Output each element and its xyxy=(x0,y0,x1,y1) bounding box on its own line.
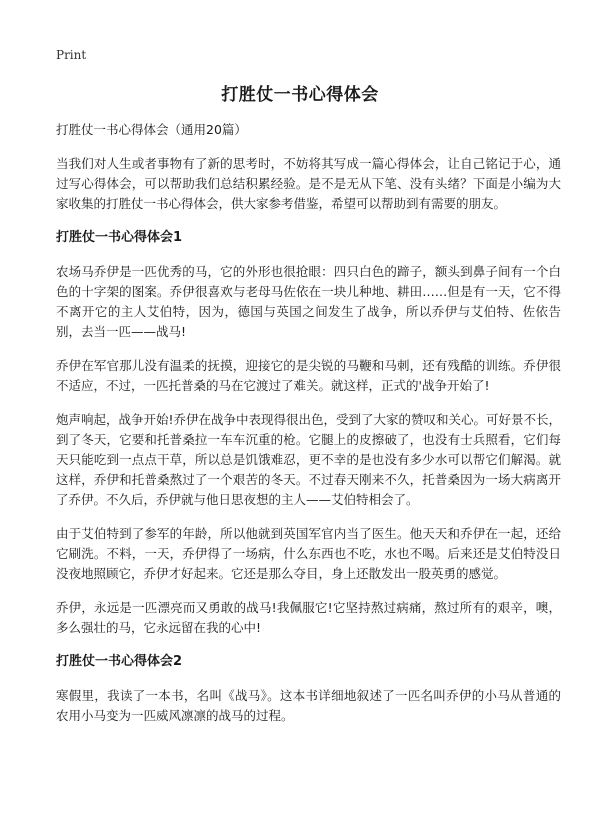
intro-paragraph: 当我们对人生或者事物有了新的思考时，不妨将其写成一篇心得体会，让自己铭记于心，通过写心得体会，可以帮助我们总结积累经验。是不是无从下笔、没有头绪？下面是小编为大家收集的打胜仗一书心得体会，供大家参考借鉴，希望可以帮助到有需要的朋友。 xyxy=(56,156,561,211)
page-title: 打胜仗一书心得体会 xyxy=(221,85,379,105)
section-heading: 打胜仗一书心得体会1 xyxy=(56,230,183,245)
section-paragraph: 由于艾伯特到了参军的年龄，所以他就到英国军官内当了医生。他天天和乔伊在一起，还给它刷洗。不料，一天，乔伊得了一场病，什么东西也不吃，水也不喝。后来还是艾伯特没日没夜地照顾它，乔伊才好起来。它还是那么夺目，身上还散发出一股英勇的感觉。 xyxy=(56,526,561,581)
section-paragraph: 炮声响起，战争开始!乔伊在战争中表现得很出色，受到了大家的赞叹和关心。可好景不长，到了冬天，它要和托普桑拉一车车沉重的枪。它腿上的皮擦破了，也没有士兵照看，它们每天只能吃到一点点干草，所以总是饥饿难忍，更不幸的是也没有多少水可以帮它们解渴。就这样，乔伊和托普桑熬过了一个艰苦的冬天。不过春天刚来不久，托普桑因为一场大病离开了乔伊。不久后，乔伊就与他日思夜想的主人——艾伯特相会了。 xyxy=(56,412,562,507)
section-paragraph: 寒假里，我读了一本书，名叫《战马》。这本书详细地叙述了一匹名叫乔伊的小马从普通的农用小马变为一匹威风凛凛的战马的过程。 xyxy=(56,688,561,723)
section-paragraph: 乔伊在军官那儿没有温柔的抚摸，迎接它的是尖锐的马鞭和马刺，还有残酷的训练。乔伊很不适应，不过，一匹托普桑的马在它渡过了难关。就这样，正式的'战争开始了! xyxy=(56,358,561,393)
document-subtitle: 打胜仗一书心得体会（通用20篇） xyxy=(56,122,247,137)
section-heading: 打胜仗一书心得体会2 xyxy=(56,654,183,669)
section-paragraph: 乔伊，永远是一匹漂亮而又勇敢的战马!我佩服它!它坚持熬过病痛，熬过所有的艰辛，噢，多么强壮的马，它永远留在我的心中! xyxy=(56,600,561,635)
print-link[interactable]: Print xyxy=(56,48,87,62)
section-paragraph: 农场马乔伊是一匹优秀的马，它的外形也很抢眼：四只白色的蹄子，额头到鼻子间有一个白色的十字架的图案。乔伊很喜欢与老母马佐依在一块儿种地、耕田……但是有一天，它不得不离开它的主人艾伯特，因为，德国与英国之间发生了战争，所以乔伊与艾伯特、佐依告别，去当一匹——战马! xyxy=(56,264,561,339)
document-body xyxy=(56,120,561,740)
